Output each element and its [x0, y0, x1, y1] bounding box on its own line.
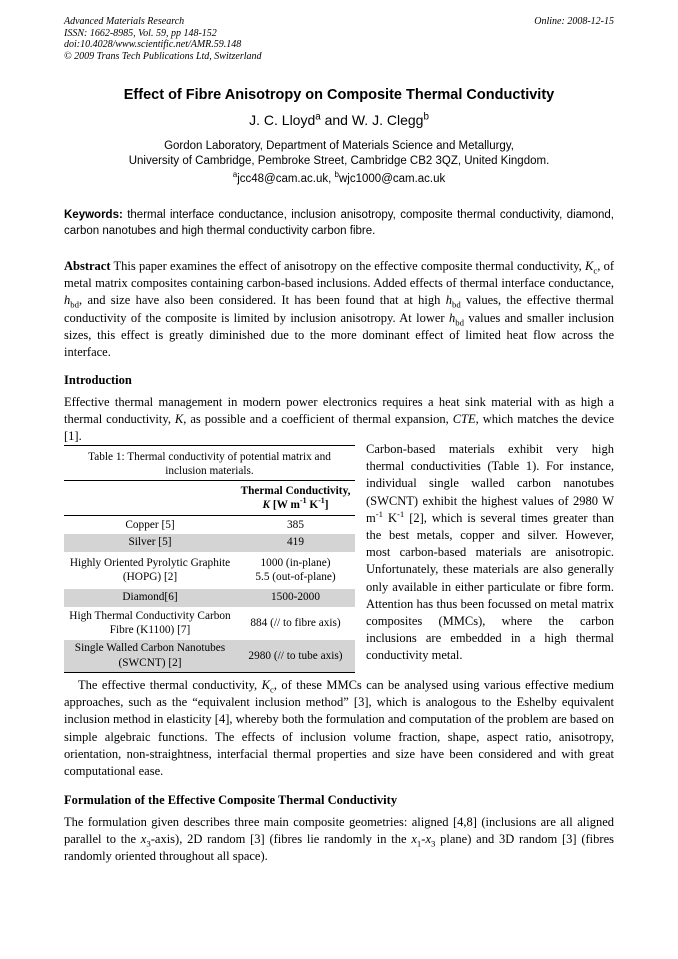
- symbol-sub: bd: [455, 317, 464, 328]
- side-sup: -1: [396, 508, 405, 519]
- side-paragraph: [366, 441, 614, 665]
- online-date: Online: 2008-12-15: [534, 16, 614, 27]
- header-units: [W m: [270, 499, 300, 511]
- affiliation-line-1: Gordon Laboratory, Department of Materials Science and Metallurgy,: [164, 140, 514, 152]
- copyright: © 2009 Trans Tech Publications Ltd, Switzerland: [64, 50, 262, 62]
- doi: doi:10.4028/www.scientific.net/AMR.59.148: [64, 39, 242, 50]
- symbol-x: x: [411, 832, 417, 847]
- header-k: K: [262, 499, 271, 511]
- symbol-sub: 3: [146, 838, 151, 849]
- abstract: [64, 258, 614, 361]
- formulation-paragraph: [64, 814, 614, 866]
- issn: ISSN: 1662-8985, Vol. 59, pp 148-152: [64, 27, 217, 39]
- conductivity-table: [64, 480, 355, 673]
- side-text: K: [383, 510, 397, 525]
- header-units: K: [306, 499, 319, 511]
- symbol-h: h: [448, 310, 456, 325]
- intro-paragraph: [64, 394, 614, 446]
- material-cell: Copper [5]: [125, 518, 175, 531]
- value-out-of-plane: 5.5 (out-of-plane): [255, 571, 336, 583]
- table-caption: Table 1: Thermal conductivity of potential matrix and inclusion materials.: [64, 445, 355, 480]
- journal-header: [64, 16, 614, 62]
- symbol-k: K: [585, 259, 594, 273]
- value-cell: 419: [236, 534, 355, 552]
- table-1: [64, 445, 355, 673]
- abstract-text: , and size have also been considered. It has been found that at high: [79, 293, 446, 308]
- author-1-mark: a: [315, 111, 321, 123]
- abstract-label: Abstract: [64, 259, 111, 273]
- table-header-row: [64, 481, 355, 516]
- symbol-cte: CTE: [452, 412, 476, 427]
- author-2-mark: b: [423, 111, 429, 123]
- affiliation-line-2: University of Cambridge, Pembroke Street, Cambridge CB2 3QZ, United Kingdom.: [128, 155, 550, 167]
- material-cell: Silver [5]: [64, 534, 236, 552]
- side-text: Carbon-based materials exhibit very high thermal conductivities (Table 1). For instance, individual single walled carbon nanotubes (SWCNT) exhibit the highest values of 2980 W m: [366, 442, 614, 525]
- cont-text: , of these MMCs can be analysed using various effective medium approaches, such as the “equivalent inclusion method” [3], which is analogous to the Eshelby equivalent inclusion method in elasticity [4], whereby both the formulation and computation of the problem are based on simple algebraic functions. The effects of inclusion volume fraction, shape, aspect ratio, anisotropy, orientation, non-straightness, interfacial thermal properties and size have been considered and with great computational ease.: [64, 678, 615, 779]
- symbol-x: x: [425, 832, 432, 847]
- table-row: [64, 607, 355, 640]
- intro-text: , as possible and a coefficient of thermal expansion,: [183, 412, 453, 427]
- symbol-x: x: [140, 832, 147, 847]
- table-header-conductivity: [236, 481, 355, 516]
- keywords-label: Keywords:: [64, 209, 123, 221]
- abstract-text: values, the effective thermal conductivity of the composite is limited by inclusion anisotropy. At lower: [64, 293, 615, 325]
- material-cell: Highly Oriented Pyrolytic Graphite (HOPG) [2]: [69, 556, 231, 583]
- value-cell: 884 (// to fibre axis): [250, 616, 341, 629]
- author-2: W. J. Clegg: [351, 112, 424, 128]
- abstract-text: values and smaller inclusion sizes, this effect is greatly diminished due to the more dominant effect of limited heat flow across the interface.: [64, 310, 614, 360]
- symbol-h: h: [445, 293, 452, 308]
- section-heading-introduction: Introduction: [64, 373, 132, 387]
- symbol-k: K: [174, 412, 184, 427]
- symbol-sub: 3: [431, 838, 436, 849]
- value-cell: 1500-2000: [236, 589, 355, 607]
- author-1: J. C. Lloyd: [249, 112, 316, 128]
- symbol-sub: c: [269, 684, 274, 695]
- section-heading-formulation: Formulation of the Effective Composite Thermal Conductivity: [64, 793, 398, 807]
- email-line: [0, 170, 678, 185]
- abstract-text: , of metal matrix composites containing carbon-based inclusions. Added effects of thermal interface conductance,: [64, 259, 615, 291]
- intro-text: , which matches the device [1].: [64, 412, 615, 444]
- symbol-sub: c: [593, 265, 598, 276]
- email-b: wjc1000@cam.ac.uk: [339, 173, 446, 185]
- table-row: [64, 516, 355, 534]
- intro-text: Effective thermal management in modern power electronics requires a heat sink material with as high a thermal conductivity,: [64, 395, 614, 427]
- header-text: Thermal Conductivity,: [240, 484, 351, 497]
- form-text: -axis), 2D random [3] (fibres lie randomly in the: [150, 832, 412, 847]
- value-cell: [236, 552, 355, 589]
- abstract-text: This paper examines the effect of anisotropy on the effective composite thermal conductivity,: [110, 259, 585, 273]
- material-cell: Diamond[6]: [64, 589, 236, 607]
- symbol-sub: bd: [451, 299, 461, 310]
- email-a: jcc48@cam.ac.uk,: [237, 173, 335, 185]
- cont-text: The effective thermal conductivity,: [78, 678, 262, 692]
- form-text: plane) and 3D random [3] (fibres randomly oriented throughout all space).: [64, 832, 614, 864]
- form-text: -: [421, 832, 426, 847]
- header-sup: -1: [318, 496, 325, 506]
- journal-name: Advanced Materials Research: [64, 16, 185, 27]
- symbol-k: K: [261, 678, 270, 692]
- header-units: ]: [324, 499, 329, 511]
- table-header-empty: [64, 481, 236, 516]
- value-cell: 2980 (// to tube axis): [236, 640, 355, 673]
- form-text: The formulation given describes three main composite geometries: aligned [4,8] (inclusions are all aligned parallel to the: [64, 815, 614, 847]
- side-text: [2], which is several times greater than the best metals, copper and silver. However, most carbon-based materials are anisotropic. Unfortunately, these materials are also generally only available in either particulate or fibre form. Attention has thus been focussed on metal matrix composites (MMCs), where the carbon inclusions are embedded in a high thermal conductivity metal.: [366, 510, 614, 663]
- value-in-plane: 1000 (in-plane): [260, 556, 331, 569]
- email-b-mark: b: [334, 170, 339, 180]
- paper-title: Effect of Fibre Anisotropy on Composite Thermal Conductivity: [123, 87, 555, 103]
- side-sup: -1: [375, 508, 384, 519]
- value-cell: 385: [287, 518, 304, 531]
- author-and: and: [320, 112, 352, 128]
- header-sup: -1: [299, 496, 307, 506]
- material-cell: High Thermal Conductivity Carbon Fibre (K1100) [7]: [69, 609, 231, 636]
- table-row: [64, 589, 355, 607]
- table-row: [64, 640, 355, 673]
- material-cell: Single Walled Carbon Nanotubes (SWCNT) [2]: [64, 640, 236, 673]
- keywords-text: thermal interface conductance, inclusion anisotropy, composite thermal conductivity, diamond, carbon nanotubes and high thermal conductivity carbon fibre.: [64, 209, 614, 237]
- affiliation: [0, 139, 678, 169]
- keywords: [64, 208, 614, 239]
- author-line: [0, 112, 678, 128]
- table-row: [64, 534, 355, 552]
- table-row: [64, 552, 355, 589]
- symbol-sub: bd: [70, 299, 79, 310]
- symbol-sub: 1: [416, 838, 422, 849]
- symbol-h: h: [64, 293, 71, 308]
- email-a-mark: a: [232, 170, 238, 180]
- continuation-paragraph: [64, 677, 614, 780]
